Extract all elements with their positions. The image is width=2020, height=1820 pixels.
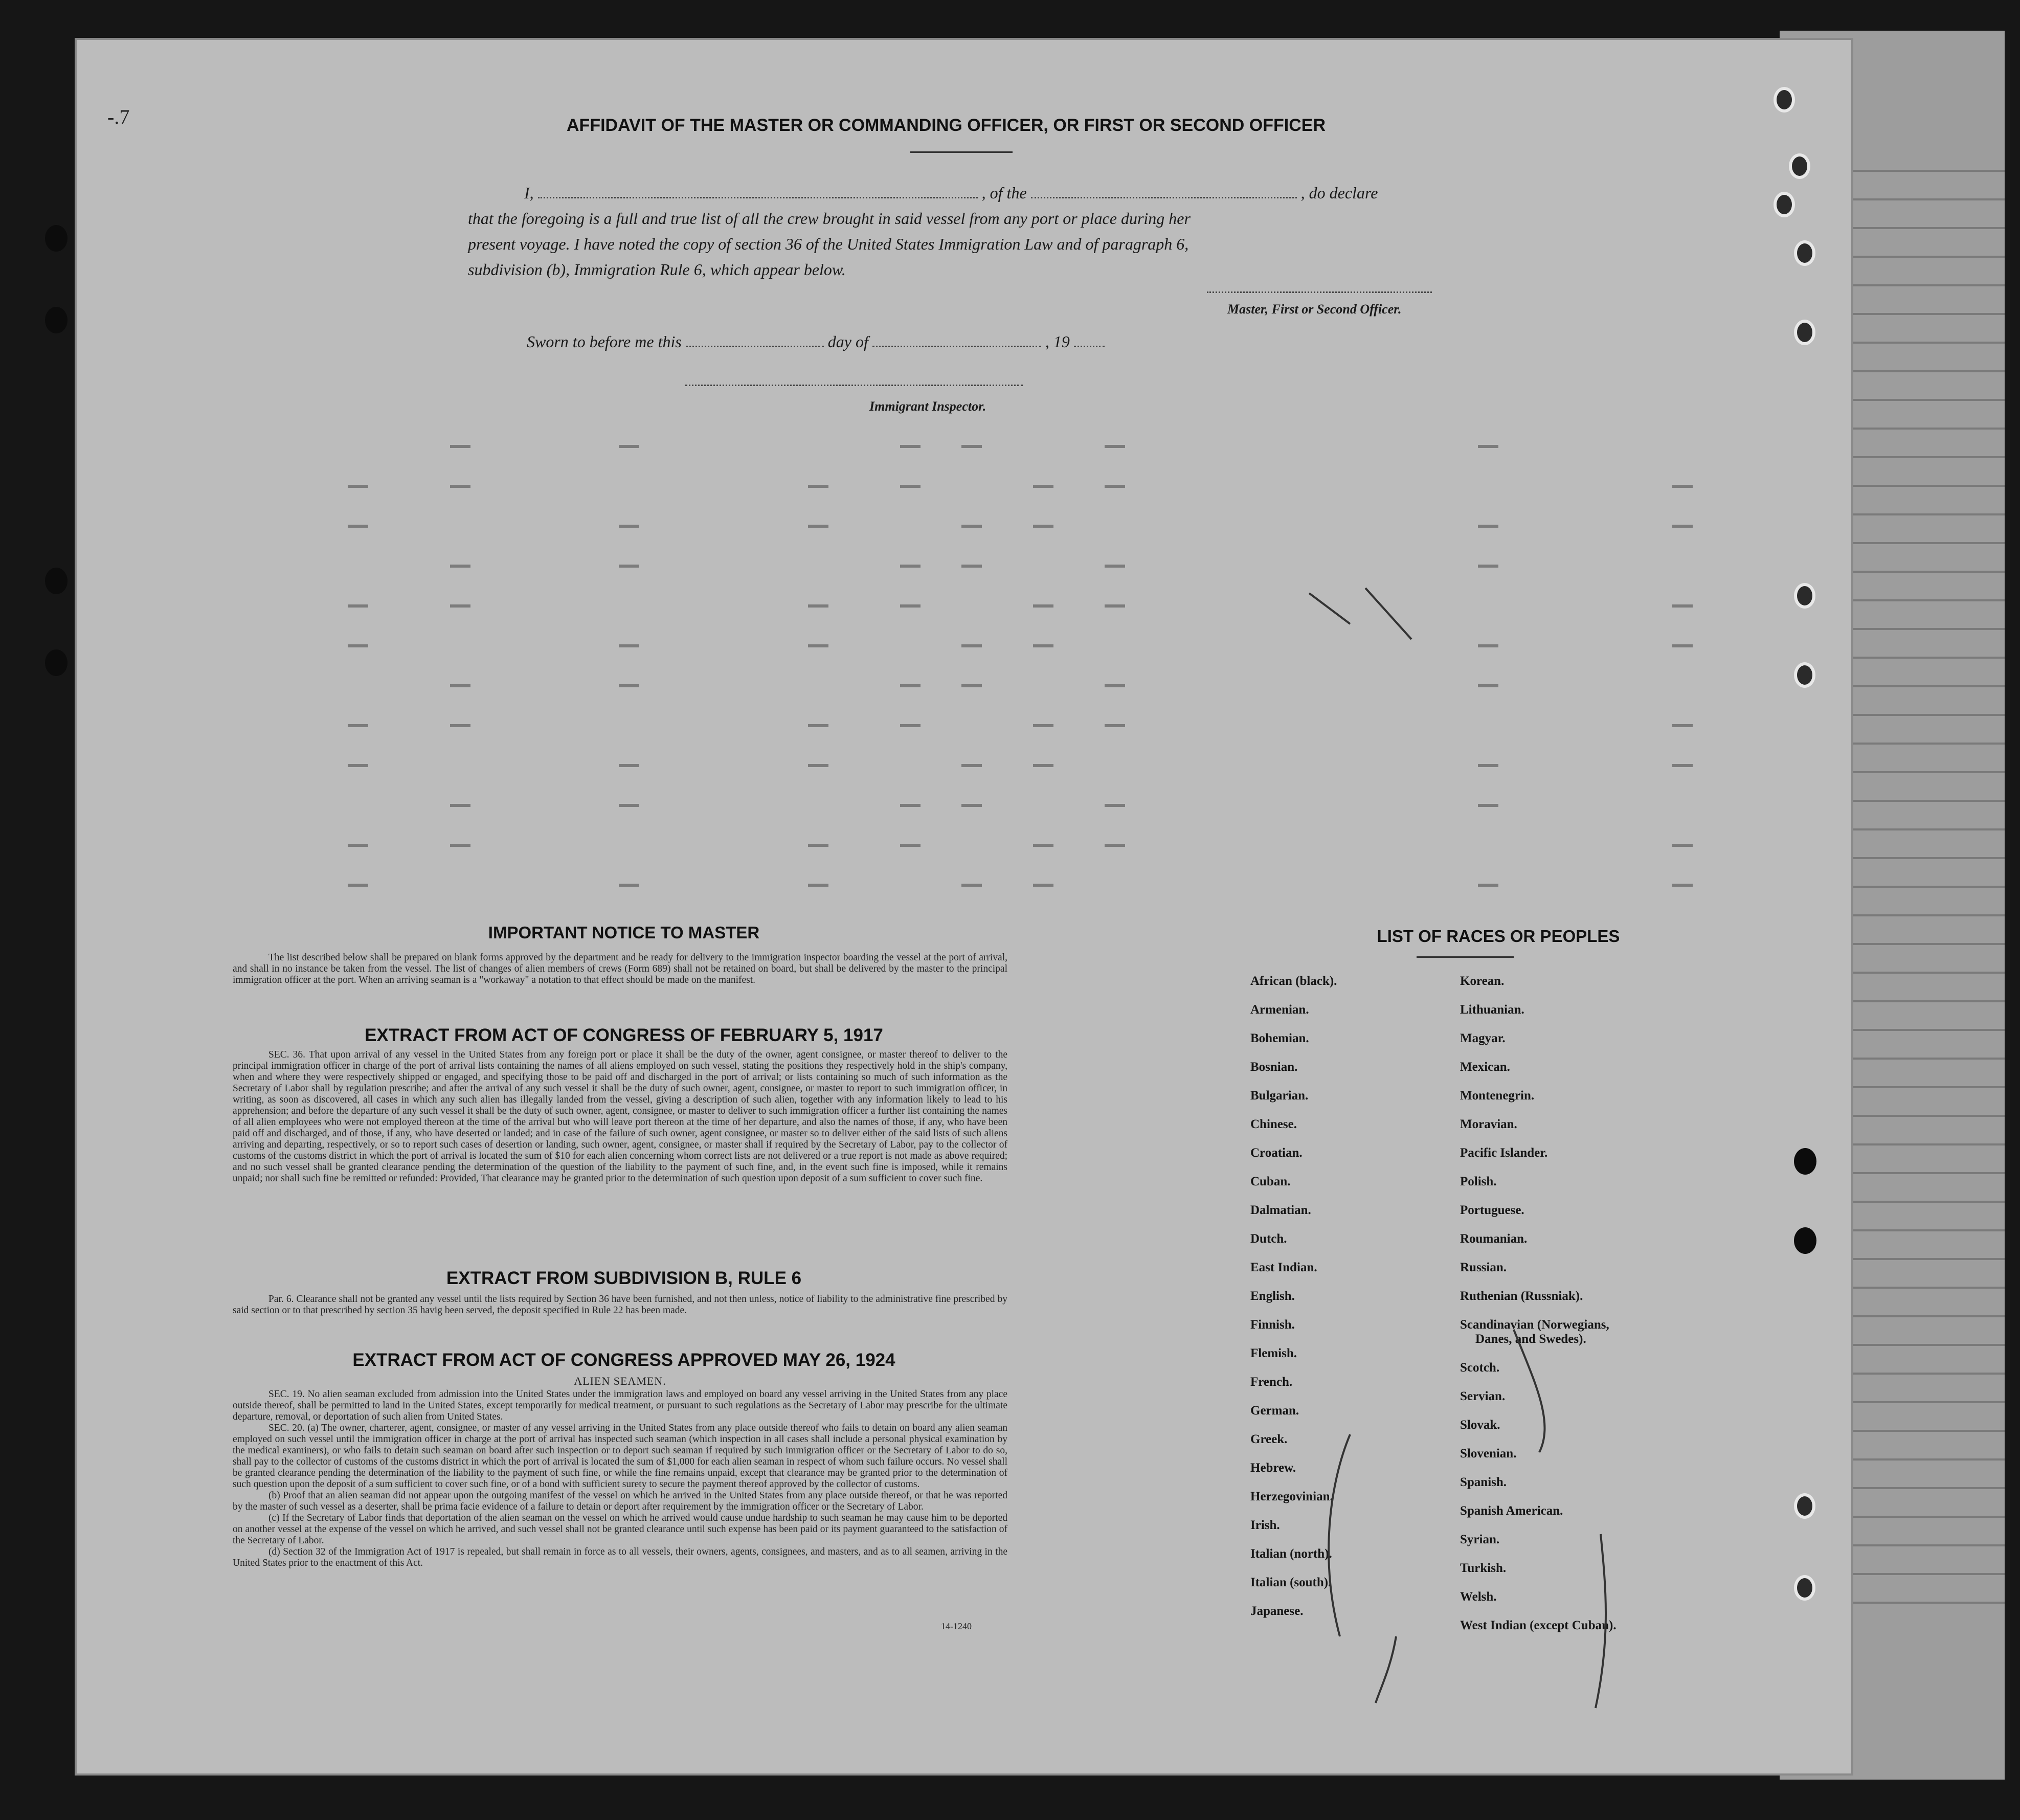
race-item: Scandinavian (Norwegians, bbox=[1460, 1318, 1609, 1332]
race-item: Bosnian. bbox=[1250, 1060, 1298, 1074]
race-item: Montenegrin. bbox=[1460, 1089, 1535, 1103]
day-of-text: day of bbox=[827, 332, 868, 351]
race-item: Welsh. bbox=[1460, 1590, 1497, 1604]
form-number: 14-1240 bbox=[941, 1621, 972, 1631]
race-item: Croatian. bbox=[1250, 1146, 1303, 1160]
inspector-label: Immigrant Inspector. bbox=[869, 399, 986, 414]
race-item: Korean. bbox=[1460, 974, 1505, 988]
race-item: Irish. bbox=[1250, 1518, 1280, 1532]
race-item: Bulgarian. bbox=[1250, 1089, 1309, 1103]
race-item: Turkish. bbox=[1460, 1561, 1507, 1575]
ink-stroke bbox=[1596, 1534, 1606, 1708]
sec-19-paragraph: SEC. 19. No alien seaman excluded from admission into the United States under the immigration laws and employed on board any vessel arriving in the United States from any place outside thereof, shall be permitted to land in the United States, except temporarily for medical treatment, or pursuant to such regulations as the Secretary of Labor may prescribe for the ultimate departure, removal, or deportation of such alien from United States. bbox=[233, 1389, 1007, 1422]
affidavit-do-declare: , do declare bbox=[1300, 184, 1378, 202]
race-item: Herzegovinian. bbox=[1250, 1490, 1333, 1503]
race-item: Danes, and Swedes). bbox=[1475, 1332, 1586, 1346]
race-item: Mexican. bbox=[1460, 1060, 1510, 1074]
race-item: Russian. bbox=[1460, 1261, 1507, 1274]
sec-20c-paragraph: (c) If the Secretary of Labor finds that deportation of the alien seaman on the vessel on which he arrived would cause undue hardship to such seaman he may cause him to be deported on another vessel at the expense of the vessel on which he arrived, and such vessel shall not be granted clearance until such expense has been paid or its payment guaranteed to the satisfaction of the Secretary of Labor. bbox=[233, 1513, 1007, 1546]
notice-paragraph: The list described below shall be prepared on blank forms approved by the department and be ready for delivery to the immigration inspector boarding the vessel at the port of arrival, and shall in no instance be taken from the vessel. The list of changes of alien members of crews (Form 689) shall not be retained on board, but shall be delivered by the master to the principal immigration officer at the port. When an arriving seaman is a "workaway" a notation to that effect should be made on the manifest. bbox=[233, 952, 1007, 985]
affidavit-line-2: that the foregoing is a full and true list of all the crew brought in said vessel from any port or place during her bbox=[468, 209, 1191, 228]
signature-label: Master, First or Second Officer. bbox=[1227, 302, 1402, 317]
race-item: West Indian (except Cuban). bbox=[1460, 1619, 1617, 1632]
alien-seamen-subtitle: ALIEN SEAMEN. bbox=[574, 1375, 666, 1387]
race-item: Italian (north). bbox=[1250, 1547, 1332, 1561]
race-item: Lithuanian. bbox=[1460, 1003, 1524, 1017]
sec-20b-paragraph: (b) Proof that an alien seaman did not appear upon the outgoing manifest of the vessel on which he arrived in the United States from any place outside thereof, or that he was reported by the master of such vessel as a deserter, shall be prima facie evidence of a failure to detain or deport after requirement by the immigration officer or the Secretary of Labor. bbox=[233, 1490, 1007, 1512]
race-item: French. bbox=[1250, 1375, 1293, 1389]
race-item: Japanese. bbox=[1250, 1604, 1304, 1618]
race-item: Spanish. bbox=[1460, 1475, 1507, 1489]
ink-stroke bbox=[1514, 1330, 1544, 1452]
race-item: Polish. bbox=[1460, 1175, 1497, 1188]
race-item: Roumanian. bbox=[1460, 1232, 1528, 1246]
race-item: Slovak. bbox=[1460, 1418, 1500, 1432]
race-item: East Indian. bbox=[1250, 1261, 1317, 1274]
affidavit-line-4: subdivision (b), Immigration Rule 6, which appear below. bbox=[468, 260, 846, 279]
ink-stroke bbox=[1309, 593, 1350, 624]
sec-36-paragraph: SEC. 36. That upon arrival of any vessel in the United States from any foreign port or place it shall be the duty of the owner, agent consignee, or master thereof to deliver to the principal immigration officer in charge of the port of arrival lists containing the names of all aliens employed on such vessel, stating the positions they respectively hold in the ship's company, when and where they were respectively shipped or engaged, and specifying those to be paid off and discharged in the port of arrival; or lists containing so much of such information as the Secretary of Labor shall by regulation prescribe; and after the arrival of any such vessel it shall be the duty of such owner, agent, consignee, or master to report to such immigration officer, in writing, as soon as discovered, all cases in which any such alien has illegally landed from the vessel, giving a description of such alien, together with any information likely to lead to his apprehension; and before the departure of any such vessel it shall be the duty of such owner, agent, consignee, or master to deliver to such immigration officer a further list containing the names of all alien employees who were not employed thereon at the time of the arrival but who will leave port thereon at the time of her departure, and also the names of those, if any, who have been paid off and discharged, and of those, if any, who have deserted or landed; and in case of the failure of such owner, agent consignee, or master so to deliver either of the said lists of such aliens arriving and departing, respectively, or so to report such cases of desertion or landing, such owner, agent, consignee, or master shall if required by the Secretary of Labor, pay to the collector of customs of the customs district in which the port of arrival is located the sum of $10 for each alien concerning whom correct lists are not delivered or a true report is not made as above required; and no such vessel shall be granted clearance pending the determination of the question of the liability to the payment of such fine, and, in the event such fine is imposed, while it remains unpaid; nor shall such fine be remitted or refunded: Provided, That clearance may be granted prior to the determination of such question upon deposit of a sum sufficient to cover such fine. bbox=[233, 1049, 1007, 1184]
par-6-paragraph: Par. 6. Clearance shall not be granted any vessel until the lists required by Section 36 have been furnished, and not then unless, notice of liability to the administrative fine prescribed by said section or to that prescribed by section 35 havig been served, the deposit specified in Rule 22 has been made. bbox=[233, 1294, 1007, 1316]
sworn-text: Sworn to before me this bbox=[527, 332, 682, 351]
affidavit-line-3: present voyage. I have noted the copy of section 36 of the United States Immigration Law and of paragraph 6, bbox=[468, 235, 1189, 253]
ink-stroke bbox=[1329, 1434, 1350, 1636]
races-title: LIST OF RACES OR PEOPLES bbox=[1377, 927, 1620, 946]
race-item: Chinese. bbox=[1250, 1117, 1297, 1131]
race-item: Finnish. bbox=[1250, 1318, 1295, 1332]
race-item: Dalmatian. bbox=[1250, 1203, 1311, 1217]
race-item: Italian (south). bbox=[1250, 1576, 1332, 1589]
race-item: Hebrew. bbox=[1250, 1461, 1296, 1475]
race-item: Spanish American. bbox=[1460, 1504, 1563, 1518]
corner-mark: -.7 bbox=[107, 105, 130, 128]
sec-20d-paragraph: (d) Section 32 of the Immigration Act of 1917 is repealed, but shall remain in force as to all vessels, their owners, agents, consignees, and masters, and as to all seamen, arriving in the United States prior to the enactment of this Act. bbox=[233, 1546, 1007, 1568]
race-item: African (black). bbox=[1250, 974, 1337, 988]
race-item: Greek. bbox=[1250, 1432, 1288, 1446]
race-item: Bohemian. bbox=[1250, 1031, 1309, 1045]
race-item: Servian. bbox=[1460, 1389, 1506, 1403]
race-item: Armenian. bbox=[1250, 1003, 1309, 1017]
race-item: Dutch. bbox=[1250, 1232, 1287, 1246]
affidavit-i: I, bbox=[524, 184, 534, 202]
extract-1917-title: EXTRACT FROM ACT OF CONGRESS OF FEBRUARY 5, 1917 bbox=[365, 1025, 883, 1045]
race-item: German. bbox=[1250, 1404, 1299, 1418]
ink-stroke bbox=[1376, 1636, 1396, 1703]
race-item: Portuguese. bbox=[1460, 1203, 1524, 1217]
year-text: , 19 bbox=[1045, 332, 1070, 351]
affidavit-of-the: , of the bbox=[981, 184, 1027, 202]
extract-1924-title: EXTRACT FROM ACT OF CONGRESS APPROVED MAY 26, 1924 bbox=[352, 1350, 895, 1370]
race-item: Magyar. bbox=[1460, 1031, 1506, 1045]
race-item: Moravian. bbox=[1460, 1117, 1517, 1131]
affidavit-title: AFFIDAVIT OF THE MASTER OR COMMANDING OFFICER, OR FIRST OR SECOND OFFICER bbox=[567, 116, 1326, 135]
race-item: Scotch. bbox=[1460, 1361, 1500, 1375]
race-item: Slovenian. bbox=[1460, 1447, 1517, 1461]
race-item: Cuban. bbox=[1250, 1175, 1291, 1188]
notice-title: IMPORTANT NOTICE TO MASTER bbox=[488, 923, 760, 942]
ink-stroke bbox=[1365, 588, 1411, 639]
extract-rule6-title: EXTRACT FROM SUBDIVISION B, RULE 6 bbox=[446, 1268, 802, 1288]
race-item: Flemish. bbox=[1250, 1346, 1297, 1360]
race-item: English. bbox=[1250, 1289, 1295, 1303]
race-item: Syrian. bbox=[1460, 1533, 1500, 1546]
race-item: Pacific Islander. bbox=[1460, 1146, 1548, 1160]
race-item: Ruthenian (Russniak). bbox=[1460, 1289, 1583, 1303]
sec-20a-paragraph: SEC. 20. (a) The owner, charterer, agent, consignee, or master of any vessel arriving in the United States from any place outside thereof who fails to detain on board any alien seaman employed on such vessel until the immigration officer in charge at the port of arrival has inspected such seaman (which inspection in all cases shall include a personal physical examination by the medical examiners), or who fails to detain such seaman on board after such inspection or to deport such seaman if required by such immigration officer or the Secretary of Labor to do so, shall pay to the collector of customs of the customs district in which the port of arrival is located the sum of $1,000 for each alien seaman in respect of whom such failure occurs. No vessel shall be granted clearance pending the determination of the liability to the payment of such fine, or while the fine remains unpaid, except that clearance may be granted prior to the determination of such question upon the deposit of a sum sufficient to cover such fine, or of a bond with sufficient surety to secure the payment thereof approved by the collector of customs. bbox=[233, 1423, 1007, 1490]
